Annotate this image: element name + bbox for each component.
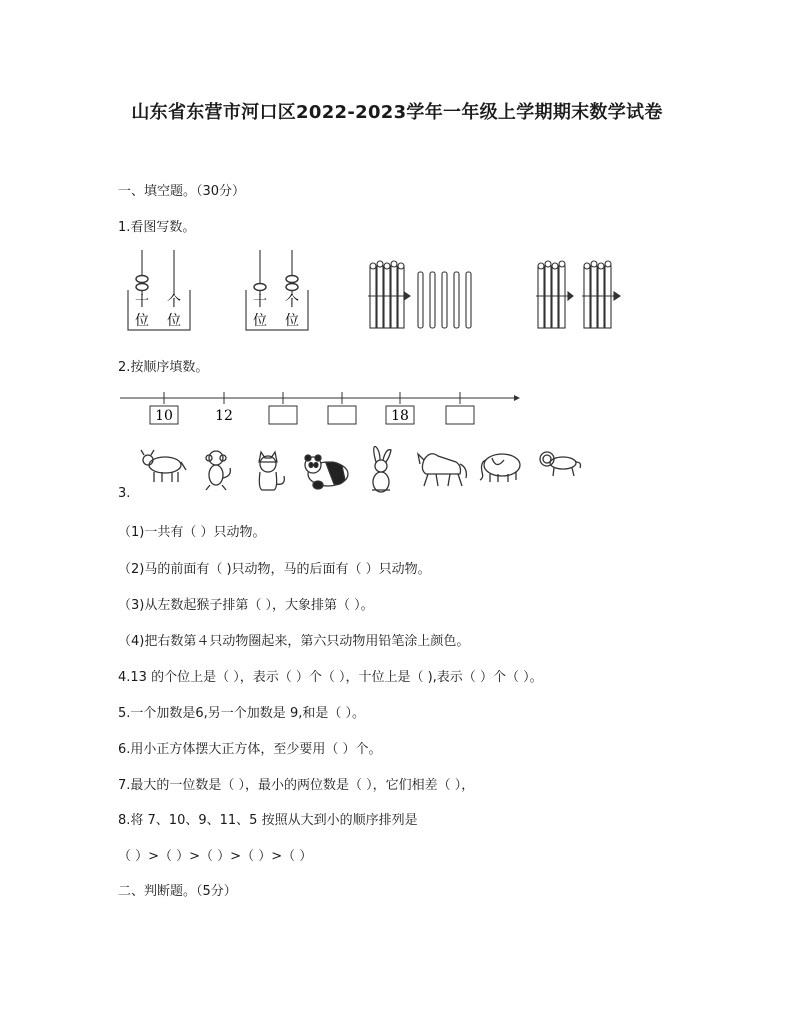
stick-bundle-2 — [536, 261, 573, 328]
horse-icon — [418, 454, 466, 486]
q8-prompt: 8.将 7、10、9、11、5 按照从大到小的顺序排列是 — [118, 813, 418, 828]
page-title: 山东省东营市河口区2022-2023学年一年级上学期期末数学试卷 — [131, 102, 663, 123]
section2-heading: 二、判断题。（5分） — [118, 884, 237, 899]
abacus-bead — [254, 284, 266, 291]
panda-icon — [305, 455, 348, 489]
q5: 5.一个加数是6,另一个加数是 9,和是（ ）。 — [118, 706, 365, 721]
q8-blanks: （ ）>（ ）>（ ）>（ ）>（ ） — [118, 849, 313, 864]
number-box-1-value: 10 — [155, 408, 173, 424]
q7: 7.最大的一位数是（ ），最小的两位数是（ ），它们相差（ ）， — [118, 778, 475, 793]
q2-prompt: 2.按顺序填数。 — [118, 360, 209, 375]
abacus-label-tens-2: 位 — [253, 313, 267, 329]
abacus-1 — [128, 250, 190, 330]
single-sticks — [418, 272, 471, 328]
rabbit-icon — [372, 446, 391, 492]
number-box-5-value: 18 — [391, 408, 409, 424]
q3-number: 3. — [118, 486, 131, 501]
elephant-icon — [480, 454, 520, 482]
abacus-label-ones-2: 位 — [167, 313, 181, 329]
number-line — [0, 390, 794, 430]
abacus-2 — [246, 250, 308, 330]
q3-sub3: （3)从左数起猴子排第（ ），大象排第（ ）。 — [118, 598, 374, 613]
cat-icon — [259, 452, 284, 490]
monkey-icon — [206, 451, 230, 490]
abacus-label-ones: 个 — [285, 294, 299, 310]
stick-bundle-3 — [582, 261, 620, 328]
q6: 6.用小正方体摆大正方体，至少要用（ ）个。 — [118, 742, 382, 757]
abacus-bead — [286, 284, 298, 291]
q3-sub2: （2)马的前面有（ )只动物，马的后面有（ ）只动物。 — [118, 562, 431, 577]
number-box-3[interactable] — [269, 406, 297, 424]
abacus-bead — [136, 276, 148, 283]
q1-prompt: 1.看图写数。 — [118, 220, 196, 235]
abacus-label-tens: 十 — [135, 294, 149, 310]
abacus-label-ones-2: 位 — [285, 313, 299, 329]
abacus-bead — [136, 284, 148, 291]
q4: 4.13 的个位上是（ ），表示（ ）个（ ），十位上是（ ),表示（ ）个（ ）。 — [118, 670, 543, 685]
lion-icon — [540, 452, 581, 476]
stick-bundle-1 — [368, 261, 410, 328]
ox-icon — [141, 450, 186, 482]
abacus-label-tens-2: 位 — [135, 313, 149, 329]
q3-sub4: （4)把右数第４只动物圈起来，第六只动物用铅笔涂上颜色。 — [118, 634, 470, 649]
abacus-label-tens: 十 — [253, 294, 267, 310]
section1-heading: 一、填空题。（30分） — [118, 184, 246, 199]
abacus-label-ones: 个 — [167, 294, 181, 310]
number-box-4[interactable] — [328, 406, 356, 424]
number-box-6[interactable] — [446, 406, 474, 424]
q1-figures — [0, 244, 794, 344]
q3-sub1: （1)一共有（ ）只动物。 — [118, 525, 266, 540]
number-label-12: 12 — [215, 408, 233, 424]
abacus-bead — [286, 276, 298, 283]
